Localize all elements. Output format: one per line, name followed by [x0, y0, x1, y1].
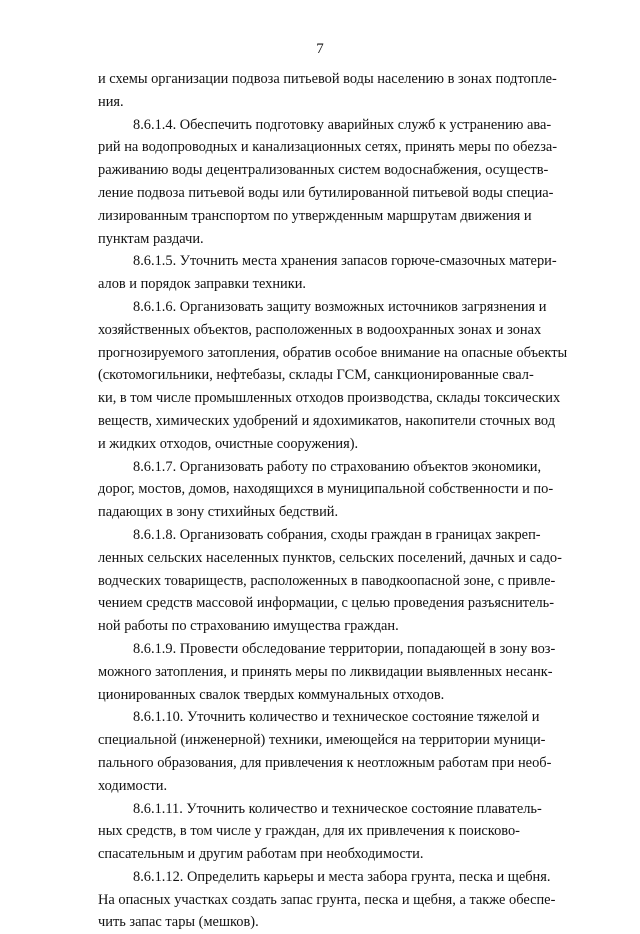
paragraph-8-6-1-6: 8.6.1.6. Организовать защиту возможных источников загрязнения и хозяйственных объектов, расположенных в водоохранных зонах и зонах прогнозируемого затопления, обратив особое внимание на опасные объекты (скотомогильники, нефтебазы, склады ГСМ, санкционированные свал- ки, в том числе промышленных отходов производства, склады токсических веществ, химических удобрений и ядохимикатов, накопители сточных вод и жидких отходов, очистные сооружения). — [98, 298, 568, 452]
paragraph-8-6-1-4: 8.6.1.4. Обеспечить подготовку аварийных служб к устранению ава- рий на водопроводных и канализационных сетях, принять меры по обezза- раживанию воды децентрализованных систем водоснабжения, осуществ- ление подвоза питьевой воды или бутилированной питьевой воды специа- лизированным транспортом по утвержденным маршрутам движения и пунктам раздачи. — [98, 116, 558, 247]
page-number: 7 — [316, 41, 324, 57]
paragraph-8-6-1-10: 8.6.1.10. Уточнить количество и техническое состояние тяжелой и специальной (инженерной) техники, имеющейся на территории муници- пального образования, для привлечения к неотложным работам при необ- ходимости. — [98, 709, 552, 794]
document-body — [98, 68, 578, 934]
paragraph-8-6-1-7: 8.6.1.7. Организовать работу по страхованию объектов экономики, дорог, мостов, домов, находящихся в муниципальной собственности и по- падающих в зону стихийных бедствий. — [98, 458, 554, 521]
paragraph-8-6-1-12: 8.6.1.12. Определить карьеры и места забора грунта, песка и щебня. На опасных участках создать запас грунта, песка и щебня, а также обеспе- чить запас тары (мешков). — [98, 868, 556, 931]
paragraph-8-6-1-5: 8.6.1.5. Уточнить места хранения запасов горюче-смазочных матери- алов и порядок заправки техники. — [98, 253, 557, 293]
paragraph-continuation: и схемы организации подвоза питьевой воды населению в зонах подтопле- ния. — [98, 71, 557, 110]
paragraph-8-6-1-9: 8.6.1.9. Провести обследование территории, попадающей в зону воз- можного затопления, и принять меры по ликвидации выявленных несанк- ционированных свалок твердых коммунальных отходов. — [98, 640, 556, 703]
paragraph-8-6-1-8: 8.6.1.8. Организовать собрания, сходы граждан в границах закреп- ленных сельских населенных пунктов, сельских поселений, дачных и садо- водческих товариществ, расположенных в паводкоопасной зоне, с привле- чением средств массовой информации, с целью проведения разъяснитель- ной работы по страхованию имущества граждан. — [98, 526, 562, 635]
paragraph-8-6-1-11: 8.6.1.11. Уточнить количество и техническое состояние плаватель- ных средств, в том числе у граждан, для их привлечения к поисково- спасательным и другим работам при необходимости. — [98, 800, 542, 863]
